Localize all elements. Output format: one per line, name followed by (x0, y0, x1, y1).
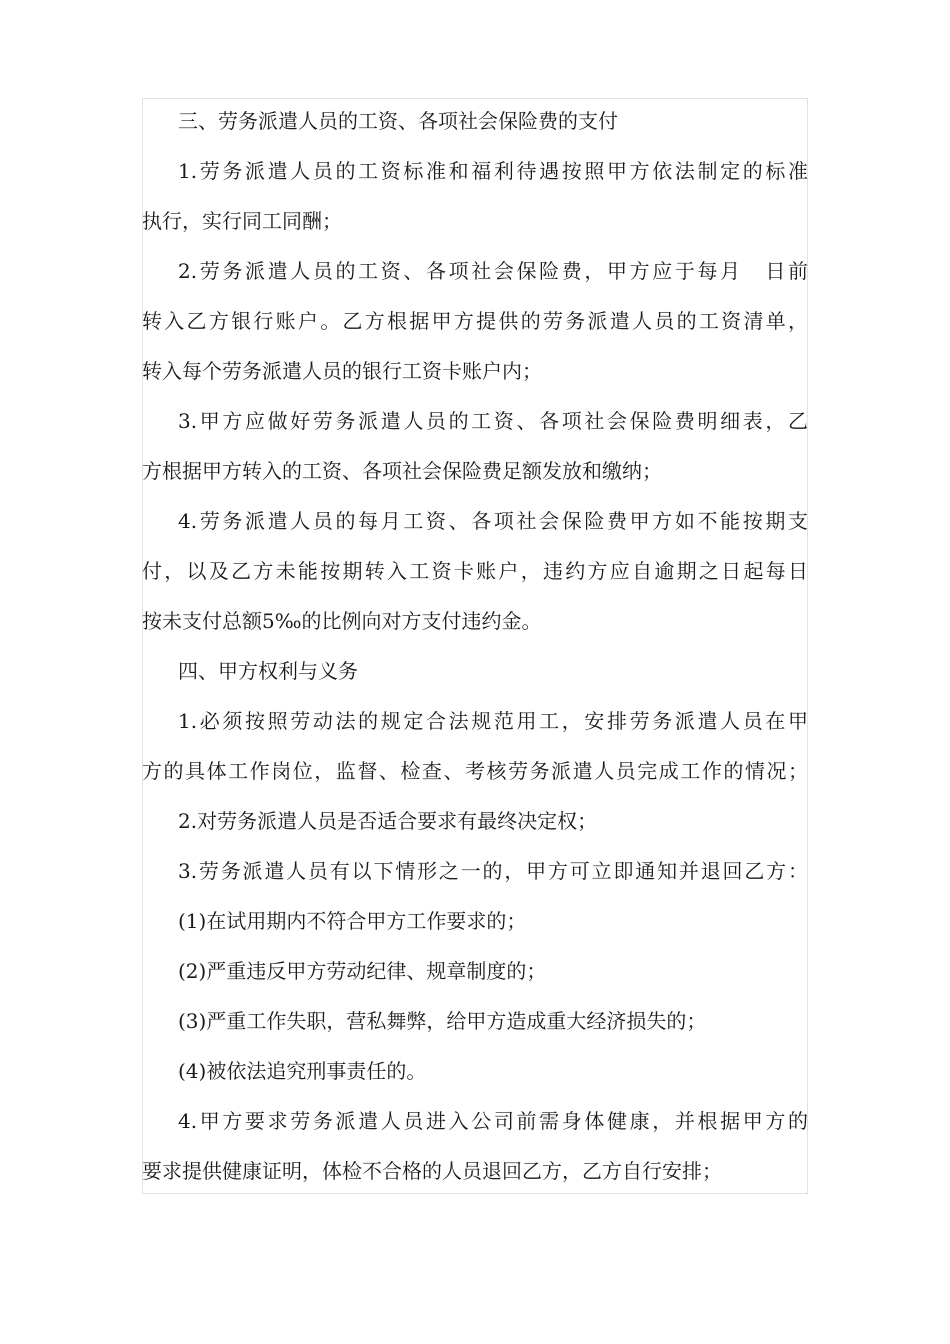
paragraph-line: 执行，实行同工同酬； (142, 209, 342, 233)
paragraph-line: 2.对劳务派遣人员是否适合要求有最终决定权； (178, 809, 598, 833)
paragraph-line: 3.劳务派遣人员有以下情形之一的，甲方可立即通知并退回乙方： (178, 859, 808, 883)
paragraph-line: 4.甲方要求劳务派遣人员进入公司前需身体健康，并根据甲方的 (178, 1109, 808, 1133)
section-heading-3: 三、劳务派遣人员的工资、各项社会保险费的支付 (178, 109, 618, 133)
paragraph-line: 4.劳务派遣人员的每月工资、各项社会保险费甲方如不能按期支 (178, 509, 808, 533)
paragraph-line: 方根据甲方转入的工资、各项社会保险费足额发放和缴纳； (142, 459, 662, 483)
paragraph-line: 1.劳务派遣人员的工资标准和福利待遇按照甲方依法制定的标准 (178, 159, 808, 183)
paragraph-line: 转入乙方银行账户。乙方根据甲方提供的劳务派遣人员的工资清单， (142, 309, 808, 333)
paragraph-line: 2.劳务派遣人员的工资、各项社会保险费，甲方应于每月 日前 (178, 259, 808, 283)
paragraph-line: 3.甲方应做好劳务派遣人员的工资、各项社会保险费明细表，乙 (178, 409, 808, 433)
list-item: (1)在试用期内不符合甲方工作要求的； (178, 909, 527, 933)
paragraph-line: 要求提供健康证明，体检不合格的人员退回乙方，乙方自行安排； (142, 1159, 722, 1183)
list-item: (3)严重工作失职，营私舞弊，给甲方造成重大经济损失的； (178, 1009, 707, 1033)
paragraph-line: 方的具体工作岗位，监督、检查、考核劳务派遣人员完成工作的情况； (142, 759, 808, 783)
paragraph-line: 1.必须按照劳动法的规定合法规范用工，安排劳务派遣人员在甲 (178, 709, 808, 733)
paragraph-line: 转入每个劳务派遣人员的银行工资卡账户内； (142, 359, 542, 383)
paragraph-line: 付，以及乙方未能按期转入工资卡账户，违约方应自逾期之日起每日 (142, 559, 808, 583)
list-item: (4)被依法追究刑事责任的。 (178, 1059, 427, 1083)
list-item: (2)严重违反甲方劳动纪律、规章制度的； (178, 959, 547, 983)
section-heading-4: 四、甲方权利与义务 (178, 659, 358, 683)
paragraph-line: 按未支付总额5‰的比例向对方支付违约金。 (142, 609, 542, 633)
